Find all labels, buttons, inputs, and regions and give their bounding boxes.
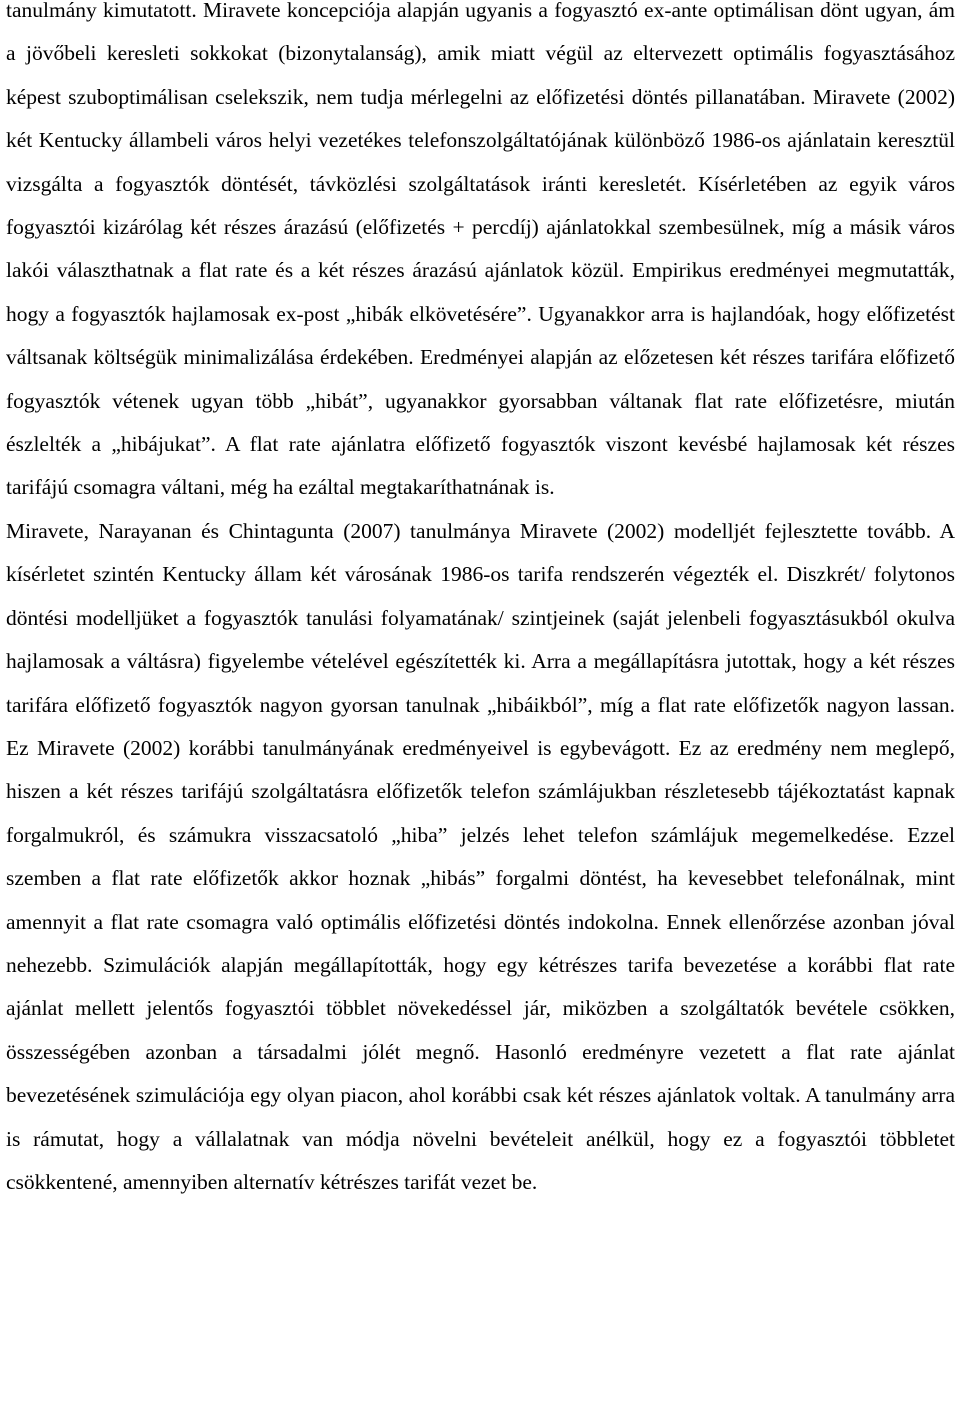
body-paragraph: tanulmány kimutatott. Miravete koncepciója alapján ugyanis a fogyasztó ex-ante optimálisan dönt ugyan, ám a jövőbeli keresleti sokkokat (bizonytalanság), amik miatt végül az eltervezett optimális fogyasztásához képest szuboptimálisan cselekszik, nem tudja mérlegelni az előfizetési döntés pillanatában. Miravete (2002) két Kentucky állambeli város helyi vezetékes telefonszolgáltatójának különböző 1986-os ajánlatain keresztül vizsgálta a fogyasztók döntését, távközlési szolgáltatások iránti keresletét. Kísérletében az egyik város fogyasztói kizárólag két részes árazású (előfizetés + percdíj) ajánlatokkal szembesülnek, míg a másik város lakói választhatnak a flat rate és a két részes árazású ajánlatok közül. Empirikus eredményei megmutatták, hogy a fogyasztók hajlamosak ex-post „hibák elkövetésére”. Ugyanakkor arra is hajlandóak, hogy előfizetést váltsanak költségük minimalizálása érdekében. Eredményei alapján az előzetesen két részes tarifára előfizető fogyasztók vétenek ugyan több „hibát”, ugyanakkor gyorsabban váltanak flat rate előfizetésre, miután észlelték a „hibájukat”. A flat rate ajánlatra előfizető fogyasztók viszont kevésbé hajlamosak két részes tarifájú csomagra váltani, még ha ezáltal megtakaríthatnának is. bbox=[6, 0, 955, 500]
body-paragraph: Miravete, Narayanan és Chintagunta (2007) tanulmánya Miravete (2002) modelljét fejlesztette tovább. A kísérletet szintén Kentucky állam két városának 1986-os tarifa rendszerén végezték el. Diszkrét/ folytonos döntési modelljüket a fogyasztók tanulási folyamatának/ szintjeinek (saját jelenbeli fogyasztásukból okulva hajlamosak a váltásra) figyelembe vételével egészítették ki. Arra a megállapításra jutottak, hogy a két részes tarifára előfizető fogyasztók nagyon gyorsan tanulnak „hibáikból”, míg a flat rate előfizetők nagyon lassan. Ez Miravete (2002) korábbi tanulmányának eredményeivel is egybevágott. Ez az eredmény nem meglepő, hiszen a két részes tarifájú szolgáltatásra előfizetők telefon számlájukban részletesebb tájékoztatást kapnak forgalmukról, és számukra visszacsatoló „hiba” jelzés lehet telefon számlájuk megemelkedése. Ezzel szemben a flat rate előfizetők akkor hoznak „hibás” forgalmi döntést, ha kevesebbet telefonálnak, mint amennyit a flat rate csomagra való optimális előfizetési döntés indokolna. Ennek ellenőrzése azonban jóval nehezebb. Szimulációk alapján megállapították, hogy egy kétrészes tarifa bevezetése a korábbi flat rate ajánlat mellett jelentős fogyasztói többlet növekedéssel jár, miközben a szolgáltatók bevétele csökken, összességében azonban a társadalmi jólét megnő. Hasonló eredményre vezetett a flat rate ajánlat bevezetésének szimulációja egy olyan piacon, ahol korábbi csak két részes ajánlatok voltak. A tanulmány arra is rámutat, hogy a vállalatnak van módja növelni bevételeit anélkül, hogy ez a fogyasztói többletet csökkentené, amennyiben alternatív kétrészes tarifát vezet be. bbox=[6, 518, 955, 1194]
document-page bbox=[6, 0, 955, 1204]
